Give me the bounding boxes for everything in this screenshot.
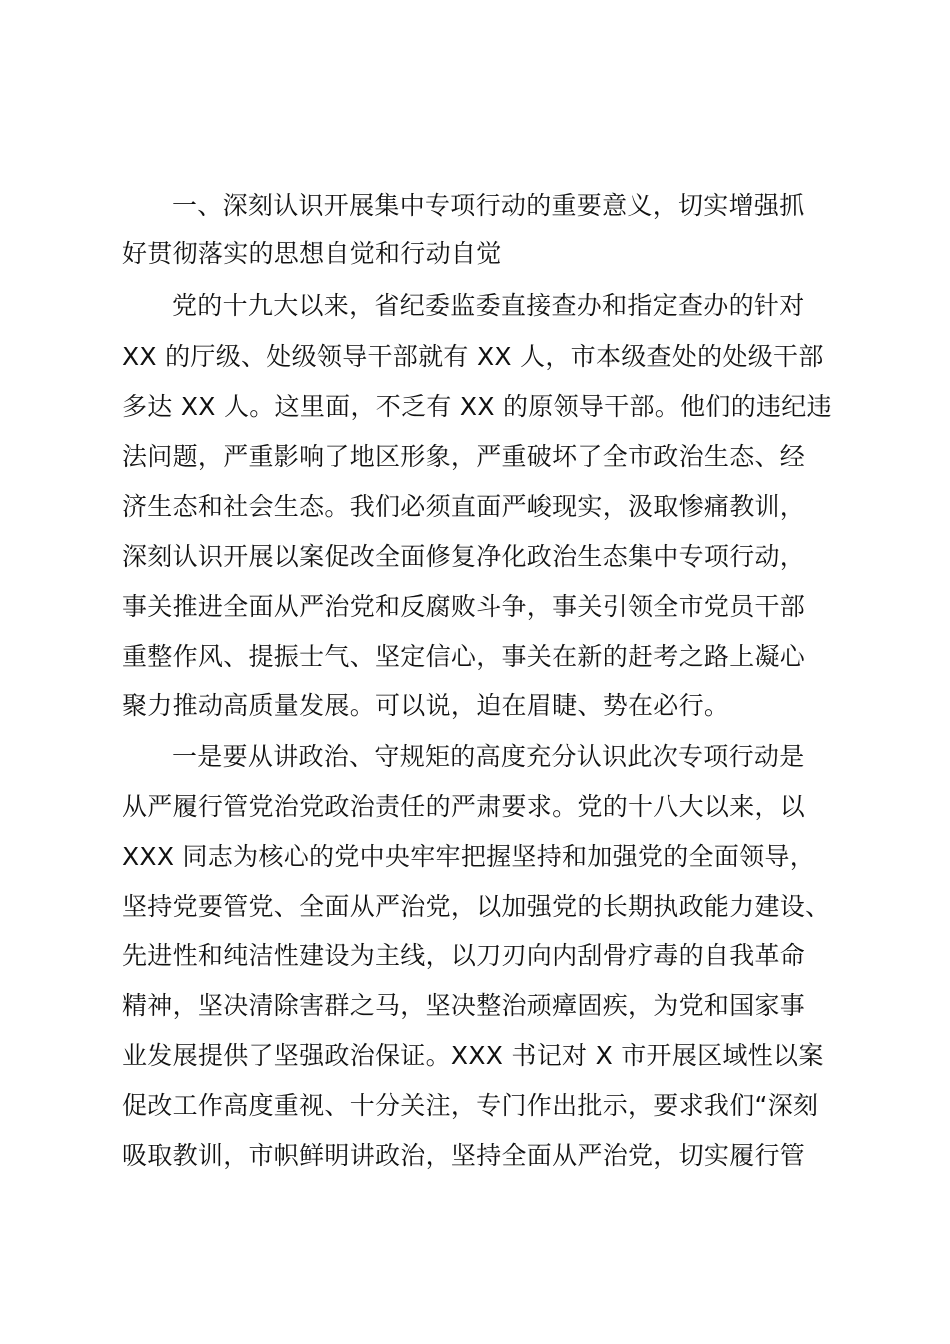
paragraph-1-line-6: 深刻认识开展以案促改全面修复净化政治生态集中专项行动， (122, 542, 806, 571)
paragraph-2-line-7: 业发展提供了坚强政治保证。XXX 书记对 X 市开展区域性以案 (122, 1041, 824, 1070)
paragraph-2-line-5: 先进性和纯洁性建设为主线，以刀刃向内刮骨疗毒的自我革命 (122, 941, 806, 970)
paragraph-1-line-2: XX 的厅级、处级领导干部就有 XX 人，市本级查处的处级干部 (122, 342, 824, 371)
paragraph-2-line-1: 一是要从讲政治、守规矩的高度充分认识此次专项行动是 (172, 742, 805, 771)
paragraph-2-line-2: 从严履行管党治党政治责任的严肃要求。党的十八大以来，以 (122, 792, 806, 821)
paragraph-2-line-6: 精神，坚决清除害群之马，坚决整治顽瘴固疾，为党和国家事 (122, 991, 806, 1020)
paragraph-1-line-3: 多达 XX 人。这里面，不乏有 XX 的原领导干部。他们的违纪违 (122, 392, 832, 421)
paragraph-1-line-8: 重整作风、提振士气、坚定信心，事关在新的赶考之路上凝心 (122, 642, 806, 671)
paragraph-1-line-5: 济生态和社会生态。我们必须直面严峻现实，汲取惨痛教训， (122, 492, 806, 521)
paragraph-2-line-4: 坚持党要管党、全面从严治党，以加强党的长期执政能力建设、 (122, 892, 831, 921)
heading-line-2: 好贯彻落实的思想自觉和行动自觉 (122, 239, 502, 268)
paragraph-2-line-3: XXX 同志为核心的党中央牢牢把握坚持和加强党的全面领导， (122, 842, 816, 871)
paragraph-2-line-9: 吸取教训，市帜鲜明讲政治，坚持全面从严治党，切实履行管 (122, 1141, 806, 1170)
heading-line-1: 一、深刻认识开展集中专项行动的重要意义，切实增强抓 (172, 191, 805, 220)
paragraph-2-line-8: 促改工作高度重视、十分关注，专门作出批示，要求我们“深刻 (122, 1091, 819, 1120)
paragraph-1-line-9: 聚力推动高质量发展。可以说，迫在眉睫、势在必行。 (122, 691, 730, 720)
paragraph-1-line-4: 法问题，严重影响了地区形象，严重破坏了全市政治生态、经 (122, 442, 806, 471)
paragraph-1-line-7: 事关推进全面从严治党和反腐败斗争，事关引领全市党员干部 (122, 592, 806, 621)
paragraph-1-line-1: 党的十九大以来，省纪委监委直接查办和指定查办的针对 (172, 291, 805, 320)
